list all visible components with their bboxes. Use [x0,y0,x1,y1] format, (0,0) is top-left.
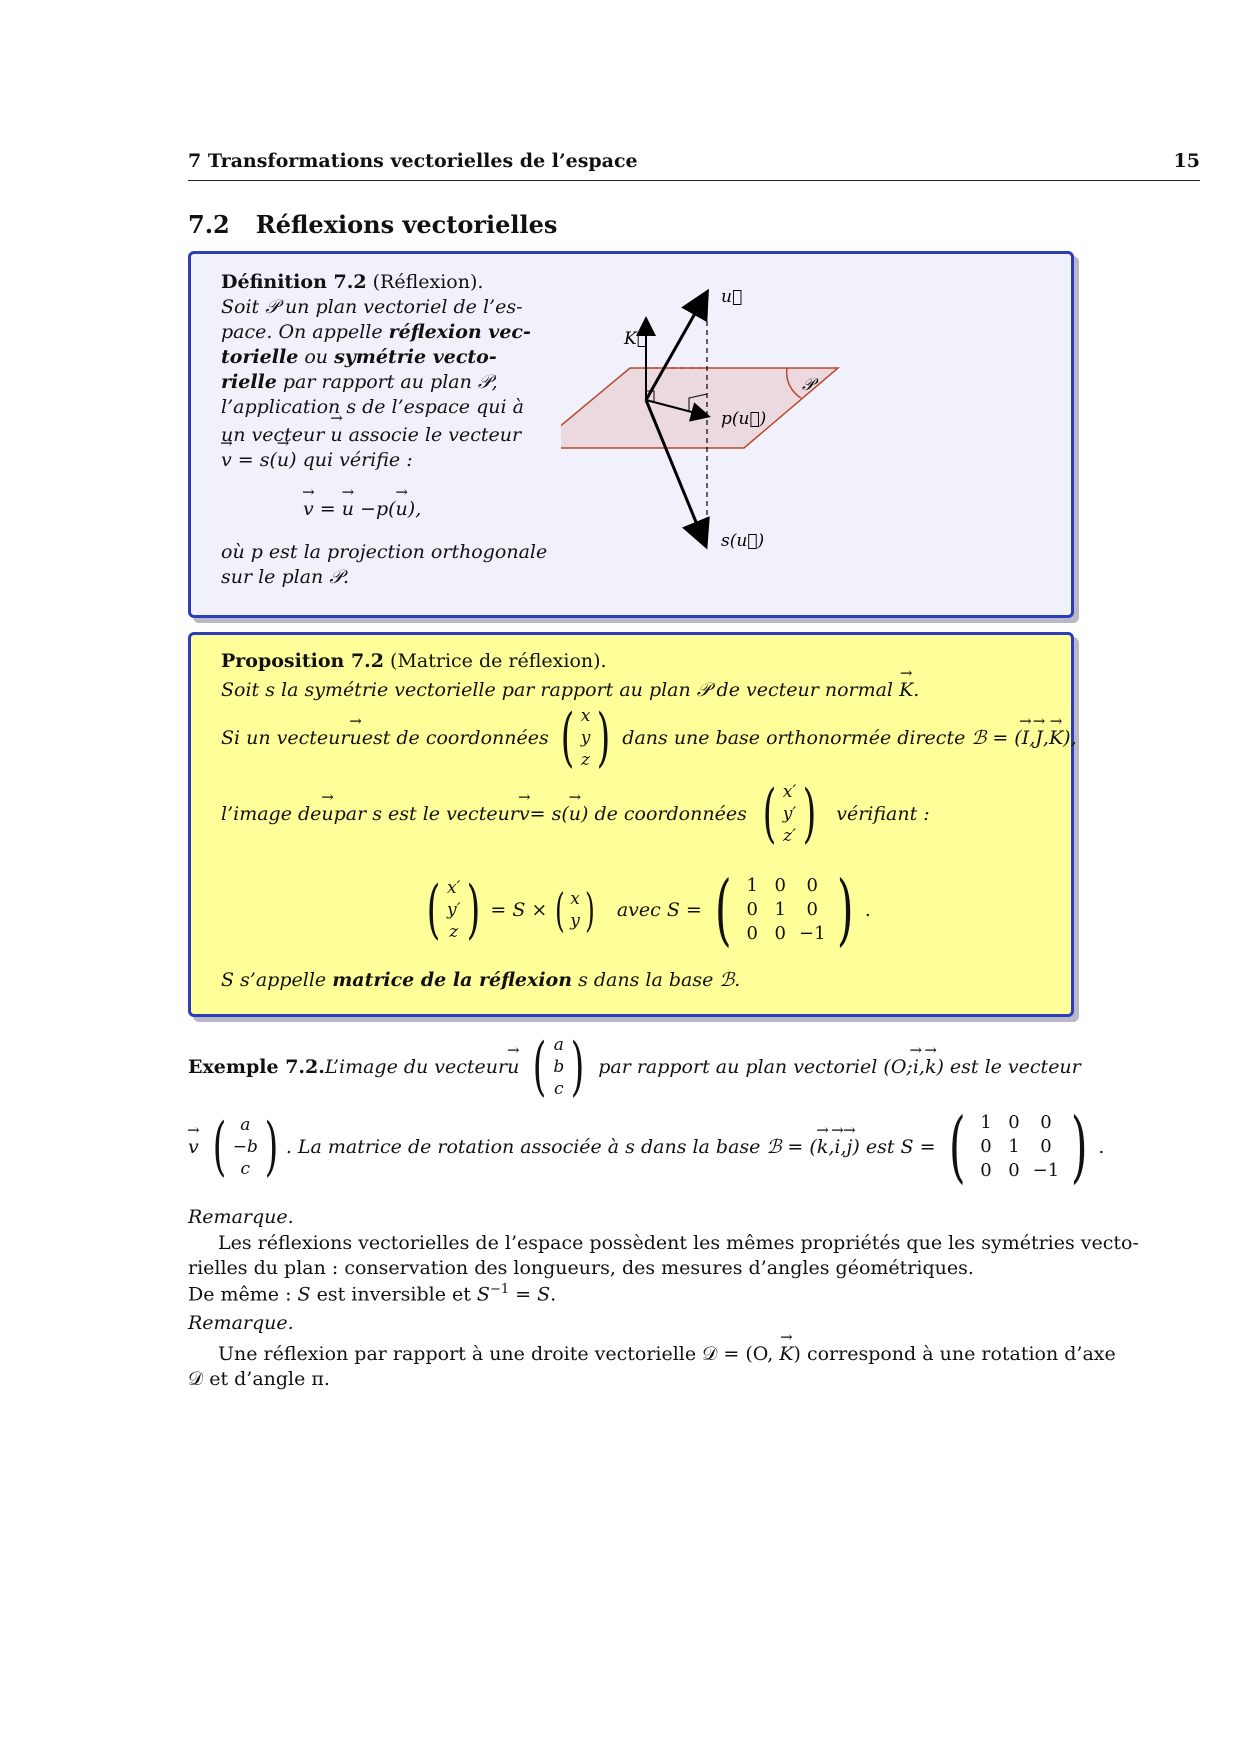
chapter-title: 7 Transformations vectorielles de l’espace [188,150,638,172]
proposition-equation: ( x′ y′ z ) = S × ( x y ) avec S = ( 1 0 0 0 1 0 0 0 −1 ) . [421,871,871,949]
section-number: 7.2 [188,210,230,239]
proposition-line-1: Soit s la symétrie vectorielle par rapport au plan 𝒫 de vecteur normal → K. [221,679,919,701]
remark-1-line-3: De même : S est inversible et $S^{-1} = S$. [188,1282,557,1306]
remark-1-line-1: Les réflexions vectorielles de l’espace possèdent les mêmes propriétés que les symétries vecto- [218,1232,1139,1254]
remark-2-title: Remarque. [188,1312,294,1334]
definition-formula: → v = → u −p(→ u), [303,498,421,520]
section-title: Réflexions vectorielles [255,210,558,239]
example-matrix: ( 1 0 0 0 1 0 0 0 −1 ) [948,1102,1088,1192]
definition-line-9: sur le plan 𝒫. [221,566,350,588]
proposition-label: Proposition 7.2 [221,650,384,672]
definition-heading [221,271,483,293]
plane-P [561,368,838,448]
running-header [188,150,1200,181]
label-pu: p(u⃗) [721,409,767,429]
reflection-figure [561,274,981,594]
example-line-1: Exemple 7.2. L’image du vecteur → u ( a b c ) par rapport au plan vectoriel (O; → i , → k ) est le vecteur [188,1034,1081,1100]
example-label: Exemple 7.2. [188,1056,325,1078]
definition-name: (Réflexion). [372,271,484,293]
definition-line-6: un vecteur → u associe le vecteur [221,424,521,446]
definition-line-7: → v = s(→ u) qui vérifie : [221,449,413,471]
coord-vector-xyz: ( x y z ) [560,701,611,775]
definition-label: Définition 7.2 [221,271,367,293]
page-number: 15 [1173,150,1200,172]
proposition-line-3: l’image de → u par s est le vecteur → v = s( → u ) de coordonnées ( x′ y′ z′ ) vérifiant : [221,781,930,847]
term-symetrie: symétrie vecto- [334,346,497,368]
definition-line-1: Soit 𝒫 un plan vectoriel de l’es- [221,296,523,318]
section-heading [188,210,557,239]
example-line-2: → v ( a −b c ) . La matrice de rotation associée à s dans la base ℬ = ( → k , → i , → j ) est S = ( 1 0 0 0 1 0 0 0 −1 ) . [188,1108,1104,1186]
label-P: 𝒫 [802,375,815,395]
label-K: K⃗ [624,329,647,349]
remark-2-line-1: Une réflexion par rapport à une droite vectorielle 𝒟 = (O, → K) correspond à une rotation d’axe [218,1343,1116,1365]
remark-1-line-2: rielles du plan : conservation des longueurs, des mesures d’angles géométriques. [188,1257,974,1279]
definition-box [188,251,1074,618]
definition-line-8: où p est la projection orthogonale [221,541,548,563]
eq-left-vector: ( x′ y′ z ) [426,873,481,947]
remark-2-line-2: 𝒟 et d’angle π. [188,1368,330,1390]
label-su: s(u⃗) [721,531,765,551]
proposition-name: (Matrice de réflexion). [390,650,607,672]
proposition-box [188,632,1077,1017]
definition-line-5: l’application s de l’espace qui à [221,396,524,418]
definition-line-3: torielle ou symétrie vecto- [221,346,497,368]
proposition-heading [221,650,607,672]
remark-1-title: Remarque. [188,1206,294,1228]
term-reflexion: réflexion vec- [388,321,531,343]
example-vector-image: ( a −b c ) [212,1110,279,1184]
reflection-matrix: ( 1 0 0 0 1 0 0 0 −1 ) [714,865,854,955]
definition-line-4: rielle par rapport au plan 𝒫, [221,371,498,393]
proposition-line-2: Si un vecteur → u est de coordonnées ( x y z ) dans une base orthonormée directe ℬ = ( → I , → J , → K ), [221,705,1077,771]
label-u: u⃗ [721,287,743,307]
coord-vector-xyz-prime: ( x′ y′ z′ ) [762,777,817,851]
eq-right-vector: ( x y ) [555,883,595,937]
term-matrice: matrice de la réflexion [332,969,573,991]
definition-line-2: pace. On appelle réflexion vec- [221,321,531,343]
proposition-line-4: S s’appelle matrice de la réflexion s dans la base ℬ. [221,969,741,991]
example-vector-abc: ( a b c ) [532,1030,585,1104]
